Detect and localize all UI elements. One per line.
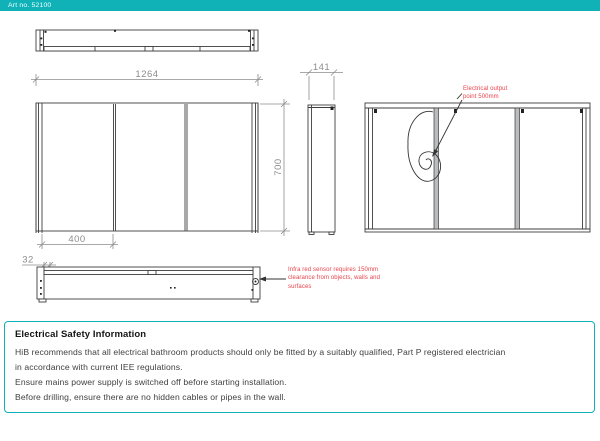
safety-line: HiB recommends that all electrical bathroom products should only be fitted by a suitably qualified, Part P registered electrician [15, 347, 506, 357]
safety-info-box [4, 321, 595, 413]
art-no-label: Art no. 52100 [8, 2, 52, 9]
infra-red-note: Infra red sensor requires 150mm clearance from objects, walls and surfaces [288, 267, 381, 290]
safety-line: in accordance with current IEE regulations. [15, 362, 183, 372]
side-view-drawing [308, 105, 335, 235]
rear-view-drawing [365, 103, 590, 232]
dim-depth [300, 70, 343, 101]
dim-door-label: 400 [68, 234, 86, 245]
dim-offset-label: 32 [22, 254, 34, 266]
safety-line: Ensure mains power supply is switched off before starting installation. [15, 377, 287, 387]
front-view-drawing [36, 103, 258, 233]
dim-depth-label: 141 [312, 62, 331, 73]
bottom-view-drawing [37, 267, 260, 302]
safety-info-title: Electrical Safety Information [15, 329, 147, 340]
safety-line: Before drilling, ensure there are no hidden cables or pipes in the wall. [15, 392, 286, 402]
sensor-leader-arrow [259, 277, 286, 282]
dim-width-label: 1264 [135, 69, 159, 80]
top-view-drawing [36, 30, 258, 51]
dim-height-label: 700 [273, 158, 284, 176]
electrical-output-note: Electrical output point 500mm [463, 86, 508, 101]
